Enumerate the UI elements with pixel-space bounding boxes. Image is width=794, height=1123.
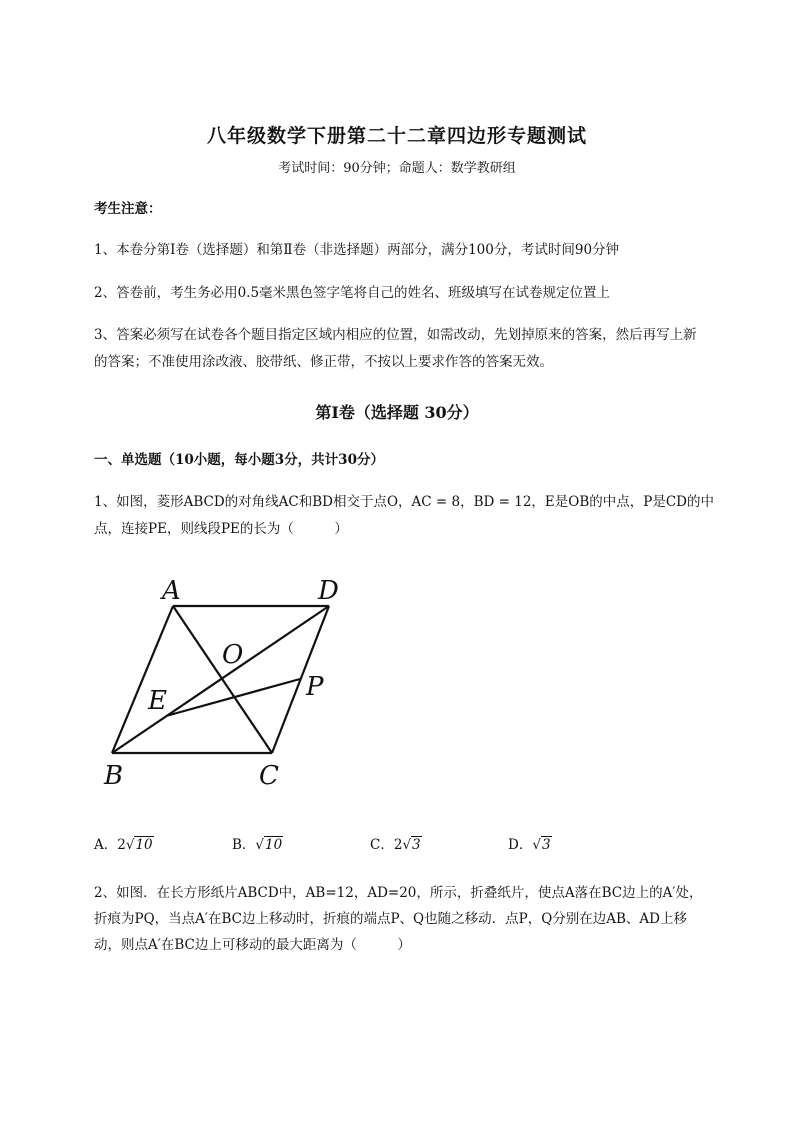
q2-text-line3: 动，则点A′在BC边上可移动的最大距离为（ ） — [94, 937, 411, 953]
note-item-3: 3、答案必须写在试卷各个题目指定区域内相应的位置，如需改动，先划掉原来的答案，然后再写上新 — [94, 327, 697, 343]
option-letter: C． — [370, 837, 394, 853]
option-coef: 2 — [117, 837, 126, 853]
q1-option-d[interactable] — [508, 833, 552, 853]
diagonal-ac — [173, 606, 272, 753]
section-heading: 一、单选题（10小题，每小题3分，共计30分） — [94, 452, 384, 468]
option-radicand: 10 — [265, 837, 283, 853]
q1-text-line2: 点，连接PE，则线段PE的长为（ ） — [94, 521, 348, 537]
note-item-2: 2、答卷前，考生务必用0.5毫米黑色签字笔将自己的姓名、班级填写在试卷规定位置上 — [94, 285, 611, 301]
label-o: O — [222, 640, 244, 670]
option-radicand: 3 — [412, 837, 421, 853]
q1-option-c[interactable] — [370, 833, 422, 853]
option-coef: 2 — [393, 837, 403, 853]
page-title: 八年级数学下册第二十二章四边形专题测试 — [206, 125, 587, 147]
option-letter: D． — [508, 837, 533, 853]
q1-option-b[interactable] — [232, 833, 283, 853]
option-radicand: 10 — [135, 837, 153, 853]
option-radicand: 3 — [541, 837, 551, 853]
q2-text-line2: 折痕为PQ，当点A′在BC边上移动时，折痕的端点P、Q也随之移动．点P，Q分别在边AB、AD上移 — [94, 911, 688, 927]
sqrt-icon: √ — [402, 837, 412, 853]
label-p: P — [306, 672, 324, 702]
segment-pe — [166, 679, 300, 716]
sqrt-icon: √ — [125, 837, 135, 853]
label-b: B — [104, 761, 124, 791]
option-letter: B． — [232, 837, 256, 853]
note-item-1: 1、本卷分第I卷（选择题）和第Ⅱ卷（非选择题）两部分，满分100分，考试时间90分钟 — [94, 242, 620, 258]
label-a: A — [162, 576, 181, 606]
exam-info: 考试时间：90分钟；命题人：数学教研组 — [278, 161, 516, 176]
sqrt-icon: √ — [255, 837, 265, 853]
edge-ba — [112, 606, 173, 753]
part1-title: 第I卷（选择题 30分） — [315, 403, 479, 422]
option-letter: A． — [94, 837, 118, 853]
q2-text-line1: 2、如图．在长方形纸片ABCD中，AB=12，AD=20，所示，折叠纸片，使点A落在BC边上的A′处， — [94, 885, 703, 901]
q1-option-a[interactable] — [94, 833, 154, 853]
label-e: E — [148, 686, 167, 716]
notes-heading: 考生注意： — [94, 201, 162, 217]
q1-text-line1: 1、如图，菱形ABCD的对角线AC和BD相交于点O，AC = 8，BD = 12，E是OB的中点，P是CD的中 — [94, 494, 715, 510]
label-d: D — [318, 576, 339, 606]
note-item-3-cont: 的答案；不准使用涂改液、胶带纸、修正带，不按以上要求作答的答案无效。 — [94, 354, 553, 370]
sqrt-icon: √ — [532, 837, 541, 853]
label-c: C — [259, 761, 279, 791]
rhombus-figure — [100, 573, 360, 793]
